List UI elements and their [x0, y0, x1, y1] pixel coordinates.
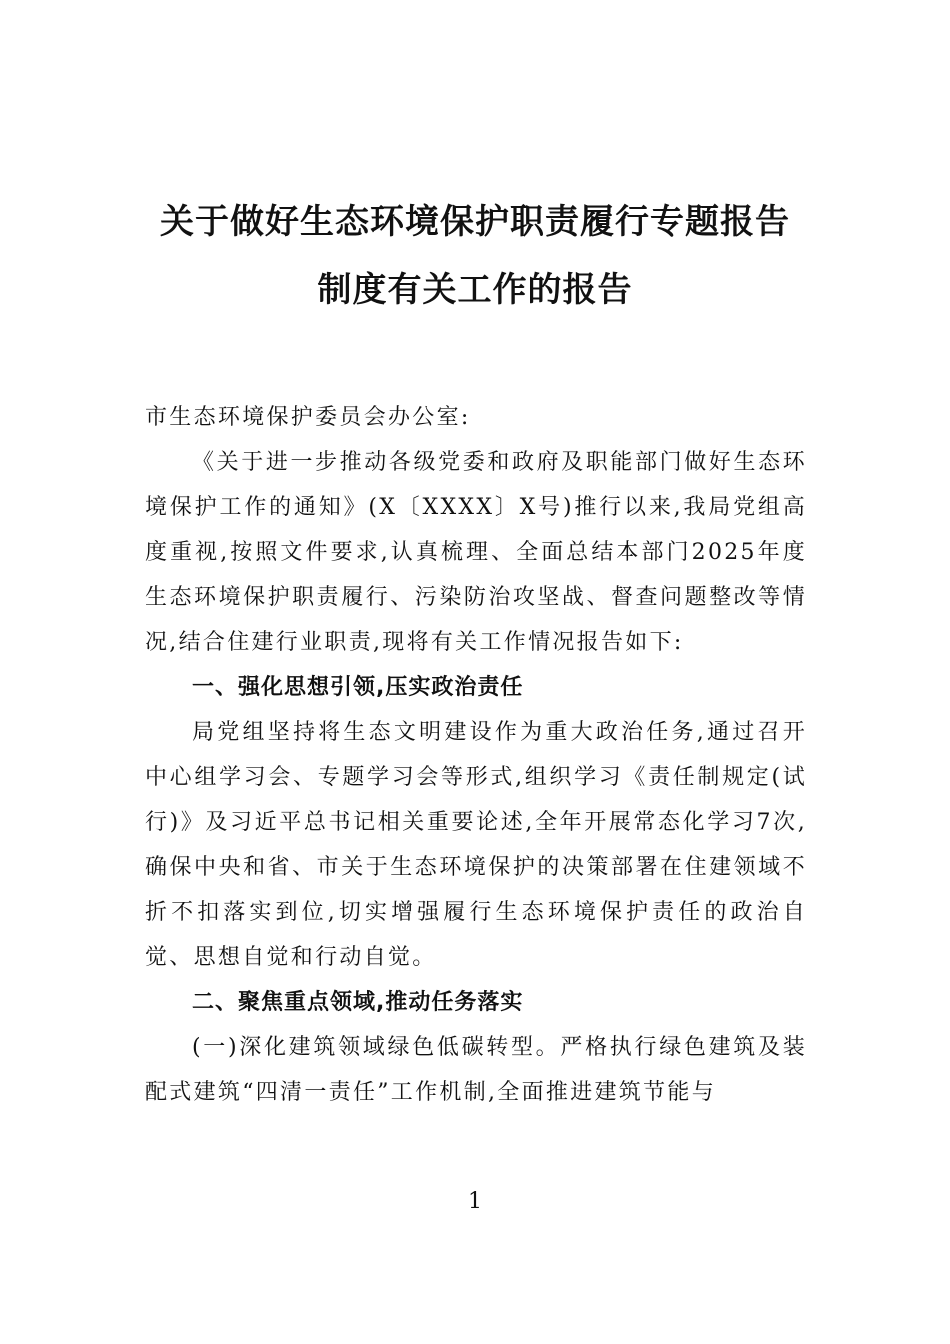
intro-paragraph: 《关于进一步推动各级党委和政府及职能部门做好生态环境保护工作的通知》(X〔XXXX〕X号)推行以来,我局党组高度重视,按照文件要求,认真梳理、全面总结本部门2025年度生态环境保护职责履行、污染防治攻坚战、督查问题整改等情况,结合住建行业职责,现将有关工作情况报告如下:	[145, 450, 807, 655]
document-title-line-1: 关于做好生态环境保护职责履行专题报告	[160, 202, 790, 242]
section-2-heading: 二、聚焦重点领域,推动任务落实	[192, 990, 524, 1015]
page-number: 1	[468, 1189, 482, 1214]
document-title-line-2: 制度有关工作的报告	[317, 270, 633, 310]
section-1-paragraph: 局党组坚持将生态文明建设作为重大政治任务,通过召开中心组学习会、专题学习会等形式,组织学习《责任制规定(试行)》及习近平总书记相关重要论述,全年开展常态化学习7次,确保中央和省、市关于生态环境保护的决策部署在住建领域不折不扣落实到位,切实增强履行生态环境保护责任的政治自觉、思想自觉和行动自觉。	[145, 720, 807, 970]
salutation: 市生态环境保护委员会办公室:	[145, 405, 471, 430]
document-body	[145, 395, 807, 1115]
section-1-heading: 一、强化思想引领,压实政治责任	[192, 675, 524, 700]
section-2-paragraph: (一)深化建筑领域绿色低碳转型。严格执行绿色建筑及装配式建筑“四清一责任”工作机制,全面推进建筑节能与	[145, 1035, 807, 1105]
